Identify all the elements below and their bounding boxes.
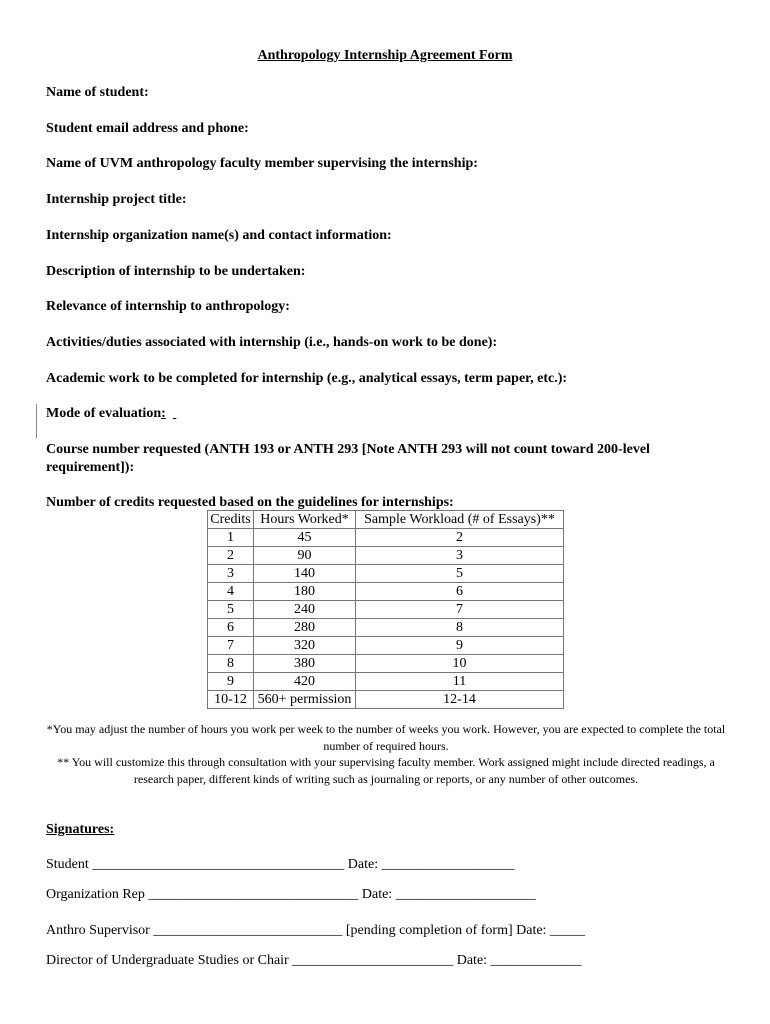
signature-student: Student ____________________________________ Date: ___________________ bbox=[46, 857, 515, 872]
cell-workload: 8 bbox=[356, 619, 564, 637]
field-project-title: Internship project title: bbox=[46, 192, 187, 207]
cell-hours: 45 bbox=[254, 529, 356, 547]
cell-hours: 420 bbox=[254, 673, 356, 691]
cell-hours: 140 bbox=[254, 565, 356, 583]
table-row bbox=[208, 529, 564, 547]
signature-director: Director of Undergraduate Studies or Chair _______________________ Date: _____________ bbox=[46, 953, 582, 968]
table-row bbox=[208, 601, 564, 619]
cell-workload: 2 bbox=[356, 529, 564, 547]
cell-credits: 3 bbox=[208, 565, 254, 583]
hours-note: *You may adjust the number of hours you work per week to the number of weeks you work. However, you are expected to complete the total number of required hours. bbox=[46, 722, 726, 753]
cell-hours: 240 bbox=[254, 601, 356, 619]
table-row bbox=[208, 583, 564, 601]
form-title: Anthropology Internship Agreement Form bbox=[257, 48, 513, 63]
field-credits: Number of credits requested based on the guidelines for internships: bbox=[46, 495, 454, 510]
change-bar bbox=[36, 404, 37, 438]
cell-credits: 5 bbox=[208, 601, 254, 619]
cell-workload: 9 bbox=[356, 637, 564, 655]
field-mode-of-evaluation bbox=[46, 405, 726, 423]
field-student-contact: Student email address and phone: bbox=[46, 121, 249, 136]
cell-hours: 320 bbox=[254, 637, 356, 655]
field-course-number bbox=[46, 441, 726, 477]
cell-credits: 7 bbox=[208, 637, 254, 655]
credits-table bbox=[207, 510, 564, 709]
cell-credits: 6 bbox=[208, 619, 254, 637]
cell-hours: 560+ permission bbox=[254, 691, 356, 709]
header-workload: Sample Workload (# of Essays)** bbox=[356, 511, 564, 529]
table-row bbox=[208, 691, 564, 709]
cell-credits: 1 bbox=[208, 529, 254, 547]
cell-workload: 7 bbox=[356, 601, 564, 619]
field-academic-work: Academic work to be completed for internship (e.g., analytical essays, term paper, etc.): bbox=[46, 371, 568, 386]
table-row bbox=[208, 655, 564, 673]
field-activities: Activities/duties associated with internship (i.e., hands-on work to be done): bbox=[46, 335, 498, 350]
table-header-row bbox=[208, 511, 564, 529]
cell-credits: 10-12 bbox=[208, 691, 254, 709]
field-student-name: Name of student: bbox=[46, 85, 149, 100]
cell-workload: 10 bbox=[356, 655, 564, 673]
field-faculty-supervisor: Name of UVM anthropology faculty member supervising the internship: bbox=[46, 156, 478, 171]
table-row bbox=[208, 619, 564, 637]
field-organization: Internship organization name(s) and contact information: bbox=[46, 228, 392, 243]
mode-mark: : bbox=[161, 406, 166, 421]
header-credits: Credits bbox=[208, 511, 254, 529]
cell-workload: 12-14 bbox=[356, 691, 564, 709]
table-row bbox=[208, 565, 564, 583]
cell-workload: 6 bbox=[356, 583, 564, 601]
course-line-2: requirement]): bbox=[46, 460, 135, 475]
cell-credits: 9 bbox=[208, 673, 254, 691]
cell-workload: 5 bbox=[356, 565, 564, 583]
signature-org-rep: Organization Rep ______________________________ Date: ____________________ bbox=[46, 887, 536, 902]
signature-anthro-supervisor: Anthro Supervisor ___________________________ [pending completion of form] Date: _____ bbox=[46, 923, 585, 938]
mode-label: Mode of evaluation bbox=[46, 406, 162, 421]
cell-workload: 11 bbox=[356, 673, 564, 691]
cell-hours: 280 bbox=[254, 619, 356, 637]
workload-note: ** You will customize this through consultation with your supervising faculty member. Work assigned might include directed readings, a research paper, different kinds of writing such as journaling or reports, or any number of other outcomes. bbox=[57, 755, 715, 786]
header-hours: Hours Worked* bbox=[254, 511, 356, 529]
table-row bbox=[208, 673, 564, 691]
cell-hours: 380 bbox=[254, 655, 356, 673]
field-relevance: Relevance of internship to anthropology: bbox=[46, 299, 290, 314]
cell-credits: 4 bbox=[208, 583, 254, 601]
cell-credits: 2 bbox=[208, 547, 254, 565]
cell-credits: 8 bbox=[208, 655, 254, 673]
cell-workload: 3 bbox=[356, 547, 564, 565]
table-row bbox=[208, 547, 564, 565]
field-description: Description of internship to be undertaken: bbox=[46, 264, 306, 279]
cell-hours: 90 bbox=[254, 547, 356, 565]
course-line-1: Course number requested (ANTH 193 or ANTH 293 [Note ANTH 293 will not count toward 200-level bbox=[46, 442, 650, 457]
signatures-heading: Signatures: bbox=[46, 822, 115, 837]
table-row bbox=[208, 637, 564, 655]
cell-hours: 180 bbox=[254, 583, 356, 601]
